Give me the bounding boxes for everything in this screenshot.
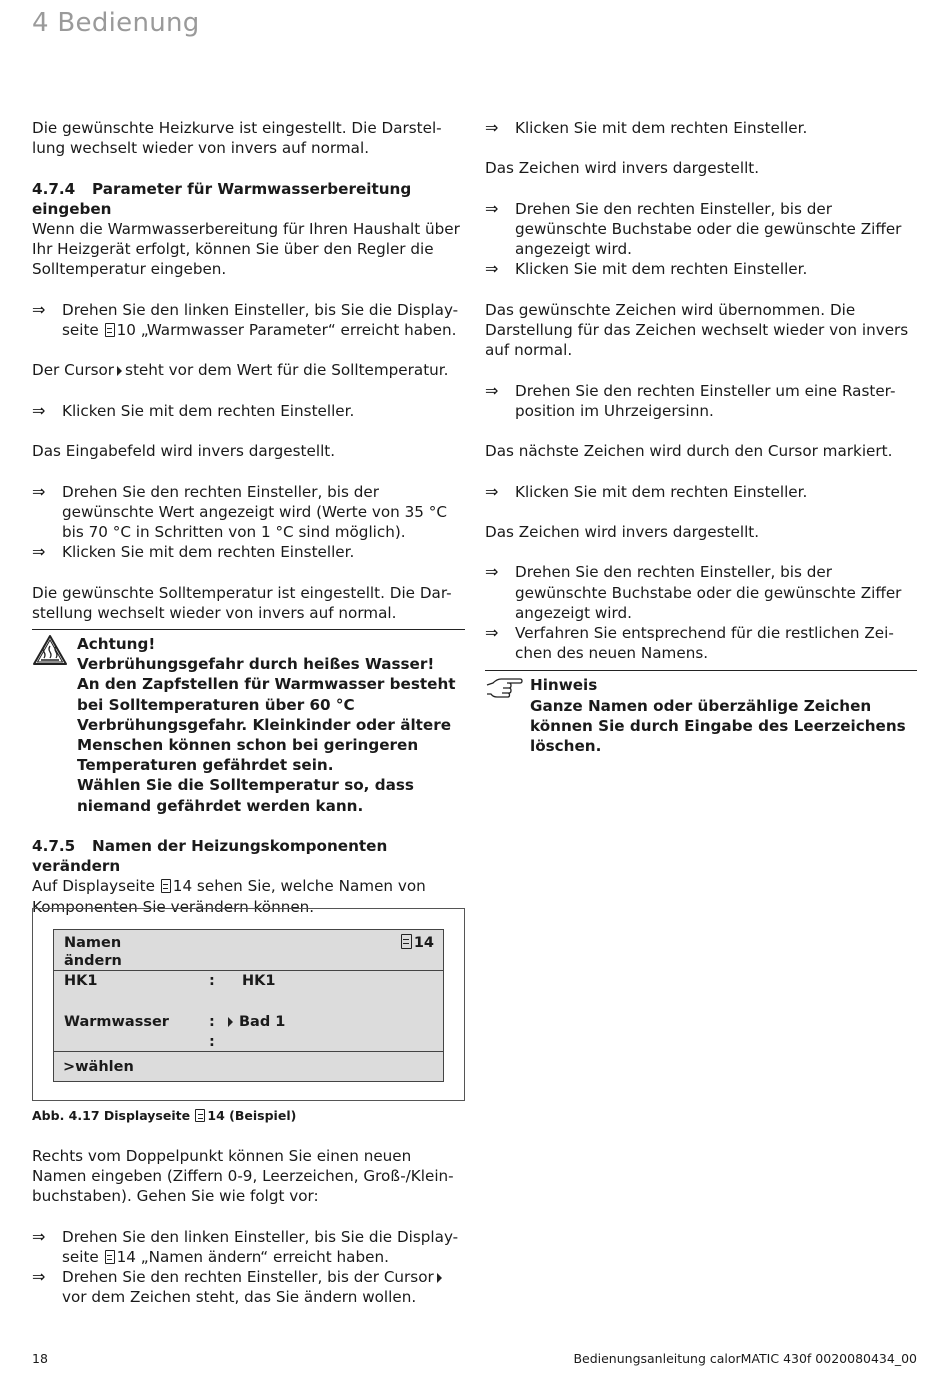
display-page-icon bbox=[401, 934, 412, 949]
display-page-number: 14 bbox=[400, 934, 434, 952]
cursor-text: Der Cursor steht vor dem Wert für die Solltemperatur. bbox=[32, 361, 449, 380]
note-box bbox=[485, 671, 917, 756]
left-column-bottom bbox=[32, 1146, 465, 1308]
implies-arrow-icon: ⇒ bbox=[32, 1226, 46, 1246]
display-page-icon bbox=[105, 323, 115, 337]
implies-arrow-icon: ⇒ bbox=[485, 622, 499, 642]
implies-arrow-icon: ⇒ bbox=[485, 380, 499, 400]
warning-advice: Wählen Sie die Solltemperatur so, dass niemand gefährdet werden kann. bbox=[77, 776, 414, 815]
section-4-7-4-heading: 4.7.4 Parameter für Warmwasserbereitung eingeben bbox=[32, 179, 412, 218]
implies-arrow-icon: ⇒ bbox=[485, 118, 499, 137]
step-item: ⇒ Drehen Sie den linken Einsteller, bis Sie die Display-seite 10 „Warmwasser Parameter“ erreicht haben. bbox=[32, 299, 459, 339]
cursor-icon bbox=[117, 366, 122, 376]
left-column bbox=[32, 118, 465, 917]
row1-colon: : bbox=[209, 973, 215, 989]
warning-title: Achtung! bbox=[77, 634, 156, 653]
section-4-7-4-body: Wenn die Warmwasserbereitung für Ihren Haushalt über Ihr Heizgerät erfolgt, können Sie über den Regler die Solltemperatur eingeben. bbox=[32, 220, 460, 279]
step-item: ⇒ Drehen Sie den rechten Einsteller, bis der gewünschte Buchstabe oder die gewünschte Ziffer angezeigt wird. bbox=[485, 562, 902, 622]
paragraph: Das gewünschte Zeichen wird übernommen. Die Darstellung für das Zeichen wechselt wieder von invers auf normal. bbox=[485, 300, 909, 360]
implies-arrow-icon: ⇒ bbox=[485, 562, 499, 582]
implies-arrow-icon: ⇒ bbox=[485, 198, 499, 218]
implies-arrow-icon: ⇒ bbox=[32, 1267, 46, 1287]
row1-value: HK1 bbox=[242, 973, 276, 989]
cursor-icon bbox=[437, 1273, 442, 1283]
display-page-icon bbox=[105, 1250, 115, 1264]
paragraph: Das nächste Zeichen wird durch den Cursor markiert. bbox=[485, 442, 893, 461]
note-title: Hinweis bbox=[530, 676, 598, 695]
note-text: Ganze Namen oder überzählige Zeichen können Sie durch Eingabe des Leerzeichens löschen. bbox=[530, 696, 906, 755]
step-item: ⇒ Drehen Sie den rechten Einsteller, bis der gewünschte Buchstabe oder die gewünschte Ziffer angezeigt wird. bbox=[485, 198, 902, 259]
hot-surface-warning-icon bbox=[32, 634, 77, 816]
display-divider bbox=[54, 970, 443, 971]
section-4-7-5-body: Auf Displayseite 14 sehen Sie, welche Namen von Komponenten Sie verändern können. bbox=[32, 877, 426, 916]
implies-arrow-icon: ⇒ bbox=[32, 299, 46, 319]
step-item: ⇒ Drehen Sie den rechten Einsteller, bis der gewünschte Wert angezeigt wird (Werte von 35 °C bis 70 °C in Schritten von 1 °C sind möglich). bbox=[32, 481, 447, 541]
step-item: ⇒ Drehen Sie den rechten Einsteller, bis der Cursor vor dem Zeichen steht, das Sie ändern wollen. bbox=[32, 1267, 465, 1307]
step-item: ⇒ Drehen Sie den rechten Einsteller um eine Raster-position im Uhrzeigersinn. bbox=[485, 380, 896, 420]
row2-colon: : bbox=[209, 1014, 215, 1030]
implies-arrow-icon: ⇒ bbox=[32, 400, 46, 420]
page-number: 18 bbox=[32, 1351, 48, 1366]
chevron-right-icon: > bbox=[63, 1059, 76, 1075]
step-item: ⇒ Klicken Sie mit dem rechten Einsteller. bbox=[485, 118, 808, 137]
display-title: Namen ändern bbox=[64, 935, 122, 969]
after-text: Rechts vom Doppelpunkt können Sie einen neuen Namen eingeben (Ziffern 0-9, Leerzeichen, Groß-/Klein-buchstaben). Gehen Sie wie folgt vor: bbox=[32, 1147, 454, 1206]
row2-label: Warmwasser bbox=[64, 1014, 169, 1030]
step-item: ⇒ Verfahren Sie entsprechend für die restlichen Zei-chen des neuen Namens. bbox=[485, 622, 894, 663]
implies-arrow-icon: ⇒ bbox=[485, 481, 499, 501]
cursor-icon bbox=[228, 1017, 233, 1027]
step-item: ⇒ Klicken Sie mit dem rechten Einsteller. bbox=[32, 400, 355, 420]
intro-text: Die gewünschte Heizkurve ist eingestellt. Die Darstel-lung wechselt wieder von invers auf normal. bbox=[32, 119, 442, 158]
paragraph: Das Zeichen wird invers dargestellt. bbox=[485, 159, 760, 178]
warning-text: An den Zapfstellen für Warmwasser besteht bei Solltemperaturen über 60 °C Verbrühungsgefahr. Kleinkinder oder ältere Menschen können schon bei geringeren Temperaturen gefährdet sein. bbox=[77, 675, 456, 775]
right-column bbox=[485, 118, 917, 756]
display-page-icon bbox=[195, 1109, 205, 1122]
section-4-7-5-heading: 4.7.5 Namen der Heizungskomponenten verändern bbox=[32, 836, 388, 876]
figure-caption: Abb. 4.17 Displayseite 14 (Beispiel) bbox=[32, 1108, 297, 1123]
display-page-icon bbox=[161, 879, 171, 893]
implies-arrow-icon: ⇒ bbox=[32, 481, 46, 501]
step-item: ⇒ Klicken Sie mit dem rechten Einsteller. bbox=[32, 542, 355, 562]
figure-frame bbox=[32, 908, 465, 1101]
step-item: ⇒ Klicken Sie mit dem rechten Einsteller. bbox=[485, 259, 808, 279]
implies-arrow-icon: ⇒ bbox=[32, 542, 46, 562]
row3-colon: : bbox=[209, 1034, 215, 1050]
paragraph: Das Zeichen wird invers dargestellt. bbox=[485, 522, 760, 541]
warning-box bbox=[32, 630, 465, 816]
pointing-hand-icon bbox=[485, 675, 530, 756]
display-divider bbox=[54, 1051, 443, 1052]
row2-value: Bad 1 bbox=[226, 1013, 285, 1031]
display-footer: >wählen bbox=[63, 1059, 134, 1075]
step-item: ⇒ Drehen Sie den linken Einsteller, bis Sie die Display-seite 14 „Namen ändern“ erreicht haben. bbox=[32, 1226, 459, 1266]
result-text: Die gewünschte Solltemperatur ist eingestellt. Die Dar-stellung wechselt wieder von invers auf normal. bbox=[32, 583, 452, 622]
warning-subtitle: Verbrühungsgefahr durch heißes Wasser! bbox=[77, 655, 435, 674]
page-header: 4 Bedienung bbox=[32, 8, 200, 38]
field-text: Das Eingabefeld wird invers dargestellt. bbox=[32, 442, 336, 461]
document-title: Bedienungsanleitung calorMATIC 430f 0020080434_00 bbox=[573, 1351, 917, 1366]
row1-label: HK1 bbox=[64, 973, 98, 989]
display-screen bbox=[53, 929, 444, 1082]
implies-arrow-icon: ⇒ bbox=[485, 259, 499, 279]
step-item: ⇒ Klicken Sie mit dem rechten Einsteller. bbox=[485, 481, 808, 501]
